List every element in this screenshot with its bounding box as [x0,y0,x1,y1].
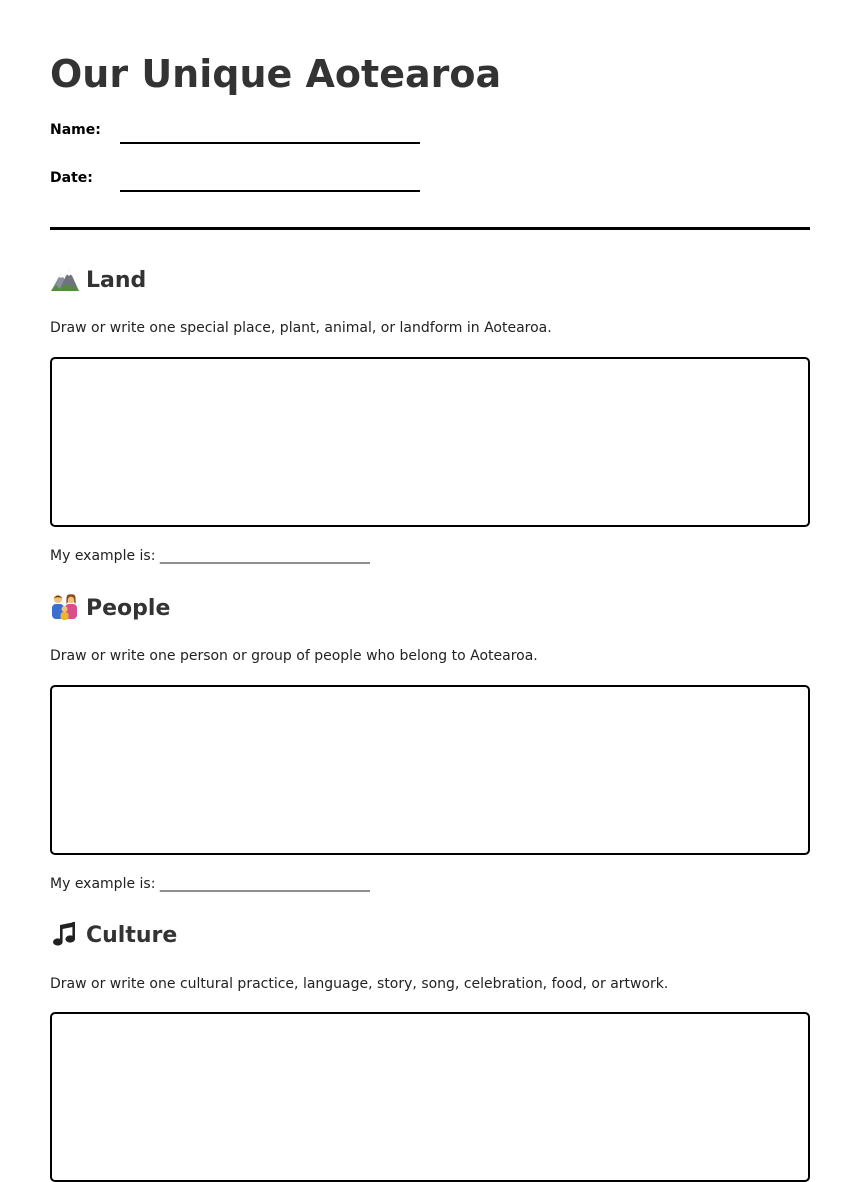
music-note-icon [50,920,80,948]
date-label: Date: [50,170,93,186]
name-field-row [50,120,470,144]
mountain-icon [50,265,80,293]
answer-box-culture[interactable] [50,1012,810,1182]
section-heading-text: Land [86,268,147,293]
family-icon [50,593,80,621]
name-field[interactable] [120,142,420,144]
example-line-land[interactable]: My example is: ______________________________ [50,548,370,564]
instruction-land: Draw or write one special place, plant, animal, or landform in Aotearoa. [50,320,552,336]
section-heading-text: People [86,596,171,621]
header-divider [50,227,810,230]
answer-box-land[interactable] [50,357,810,527]
section-heading-culture [50,920,177,951]
page-title: Our Unique Aotearoa [50,52,502,96]
name-label: Name: [50,122,101,138]
answer-box-people[interactable] [50,685,810,855]
instruction-people: Draw or write one person or group of people who belong to Aotearoa. [50,648,538,664]
section-heading-people [50,593,170,624]
section-heading-text: Culture [86,923,178,948]
date-field[interactable] [120,190,420,192]
section-heading-land [50,265,146,296]
date-field-row [50,168,470,192]
instruction-culture: Draw or write one cultural practice, language, story, song, celebration, food, or artwork. [50,976,669,992]
example-line-people[interactable]: My example is: ______________________________ [50,876,370,892]
